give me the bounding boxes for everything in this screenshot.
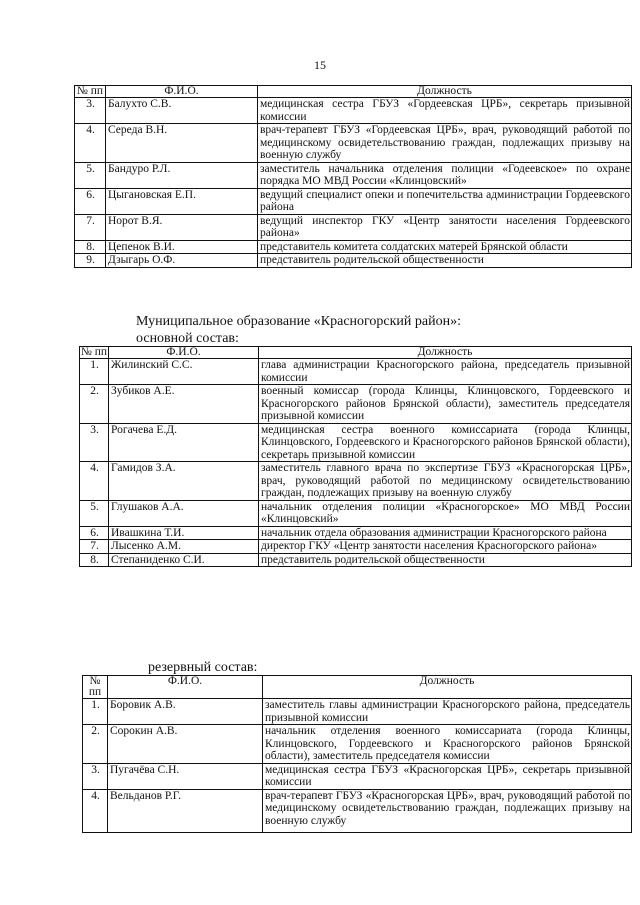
row-position: представитель родительской общественности xyxy=(259,553,632,567)
row-position: начальник отдела образования администрации Красногорского района xyxy=(259,526,632,540)
row-position: медицинская сестра военного комиссариата (города Клинцы, Клинцовского, Гордеевского и Красногорского районов Брянской области), секретарь призывной комиссии xyxy=(259,423,632,462)
row-position: представитель комитета солдатских матерей Брянской области xyxy=(258,240,632,254)
row-num: 3. xyxy=(83,763,108,789)
row-num: 5. xyxy=(75,162,106,188)
row-num: 3. xyxy=(80,423,109,462)
table-row xyxy=(75,124,632,163)
row-position: глава администрации Красногорского района, председатель призывной комиссии xyxy=(259,359,632,385)
row-num: 7. xyxy=(75,214,106,240)
row-name: Лысенко А.М. xyxy=(109,540,259,554)
row-num: 1. xyxy=(83,699,108,725)
row-name: Середа В.Н. xyxy=(106,124,258,163)
row-name: Норот В.Я. xyxy=(106,214,258,240)
table-row xyxy=(80,423,632,462)
row-num: 4. xyxy=(75,124,106,163)
table-row xyxy=(75,188,632,214)
row-name: Глушаков А.А. xyxy=(109,500,259,526)
row-num: 5. xyxy=(80,500,109,526)
table-header-row xyxy=(75,86,632,98)
row-name: Бандуро Р.Л. xyxy=(106,162,258,188)
commission-table-gordeevsky xyxy=(74,85,632,268)
row-name: Пугачёва С.Н. xyxy=(108,763,263,789)
table-row xyxy=(83,725,632,764)
row-num: 7. xyxy=(80,540,109,554)
row-num: 8. xyxy=(75,240,106,254)
col-header-name: Ф.И.О. xyxy=(109,347,259,359)
table-row xyxy=(80,385,632,424)
row-name: Жилинский С.С. xyxy=(109,359,259,385)
row-position: заместитель главного врача по экспертизе ГБУЗ «Красногорская ЦРБ», врач, руководящий работой по медицинскому освидетельствованию граждан, подлежащих призыву на военную службу xyxy=(259,462,632,501)
col-header-name: Ф.И.О. xyxy=(108,676,263,699)
row-name: Степаниденко С.И. xyxy=(109,553,259,567)
section-subheading-reserve: резервный состав: xyxy=(148,660,258,675)
row-num: 4. xyxy=(83,789,108,832)
row-position: врач-терапевт ГБУЗ «Красногорская ЦРБ», врач, руководящий работой по медицинскому освидетельствованию граждан, подлежащих призыву на военную службу xyxy=(263,789,632,832)
section-heading-krasnogorsky: Муниципальное образование «Красногорский район»: xyxy=(136,314,462,329)
col-header-position: Должность xyxy=(258,86,632,98)
row-position: военный комиссар (города Клинцы, Клинцовского, Гордеевского и Красногорского районов Брянской области), заместитель председателя призывной комиссии xyxy=(259,385,632,424)
row-num: 2. xyxy=(83,725,108,764)
commission-table-main xyxy=(79,346,632,567)
row-num: 3. xyxy=(75,98,106,124)
table-row xyxy=(75,162,632,188)
col-header-num: № пп xyxy=(75,86,106,98)
row-num: 2. xyxy=(80,385,109,424)
row-num: 4. xyxy=(80,462,109,501)
col-header-num: № пп xyxy=(80,346,108,358)
row-num: 6. xyxy=(80,526,109,540)
row-name: Цыгановская Е.П. xyxy=(106,188,258,214)
row-num: 8. xyxy=(80,553,109,567)
row-name: Вельданов Р.Г. xyxy=(108,789,263,832)
row-position: начальник отделения полиции «Красногорское» МО МВД России «Клинцовский» xyxy=(259,500,632,526)
table-row xyxy=(75,254,632,268)
table-row xyxy=(75,240,632,254)
row-name: Зубиков А.Е. xyxy=(109,385,259,424)
row-position: ведущий инспектор ГКУ «Центр занятости населения Гордеевского района» xyxy=(258,214,632,240)
table-row xyxy=(80,359,632,385)
col-header-name: Ф.И.О. xyxy=(106,86,258,98)
row-position: директор ГКУ «Центр занятости населения Красногорского района» xyxy=(259,540,632,554)
table-row xyxy=(75,98,632,124)
row-name: Балухто С.В. xyxy=(106,98,258,124)
row-position: врач-терапевт ГБУЗ «Гордеевская ЦРБ», врач, руководящий работой по медицинскому освидетельствованию граждан, подлежащих призыву на военную службу xyxy=(258,124,632,163)
row-num: 1. xyxy=(80,359,109,385)
row-name: Ивашкина Т.И. xyxy=(109,526,259,540)
row-position: заместитель начальника отделения полиции «Годеевское» по охране порядка МО МВД России «Клинцовский» xyxy=(258,162,632,188)
col-header-position: Должность xyxy=(263,676,632,699)
commission-table-reserve xyxy=(82,675,632,833)
table-header-row xyxy=(80,347,632,359)
table-row xyxy=(83,699,632,725)
section-subheading-main: основной состав: xyxy=(136,331,239,346)
row-name: Цепенок В.И. xyxy=(106,240,258,254)
table-row xyxy=(80,540,632,554)
table-row xyxy=(80,462,632,501)
table-row xyxy=(83,763,632,789)
row-position: медицинская сестра ГБУЗ «Гордеевская ЦРБ», секретарь призывной комиссии xyxy=(258,98,632,124)
row-name: Боровик А.В. xyxy=(108,699,263,725)
row-name: Рогачева Е.Д. xyxy=(109,423,259,462)
row-position: ведущий специалист опеки и попечительства администрации Гордеевского района xyxy=(258,188,632,214)
col-header-position: Должность xyxy=(259,347,632,359)
row-name: Гамидов З.А. xyxy=(109,462,259,501)
table-row xyxy=(80,500,632,526)
table-row xyxy=(80,526,632,540)
row-num: 6. xyxy=(75,188,106,214)
row-name: Сорокин А.В. xyxy=(108,725,263,764)
table-row xyxy=(83,789,632,832)
row-position: представитель родительской общественности xyxy=(258,254,632,268)
table-row xyxy=(75,214,632,240)
row-position: начальник отделения военного комиссариата (города Клинцы, Клинцовского, Гордеевского и Красногорского районов Брянской области), заместитель председателя комиссии xyxy=(263,725,632,764)
row-position: заместитель главы администрации Красногорского района, председатель призывной комиссии xyxy=(263,699,632,725)
table-row xyxy=(80,553,632,567)
row-name: Дзыгарь О.Ф. xyxy=(106,254,258,268)
col-header-num: № пп xyxy=(83,676,108,699)
table-header-row xyxy=(83,676,632,699)
row-position: медицинская сестра ГБУЗ «Красногорская ЦРБ», секретарь призывной комиссии xyxy=(263,763,632,789)
row-num: 9. xyxy=(75,254,106,268)
page-number: 15 xyxy=(314,58,326,72)
